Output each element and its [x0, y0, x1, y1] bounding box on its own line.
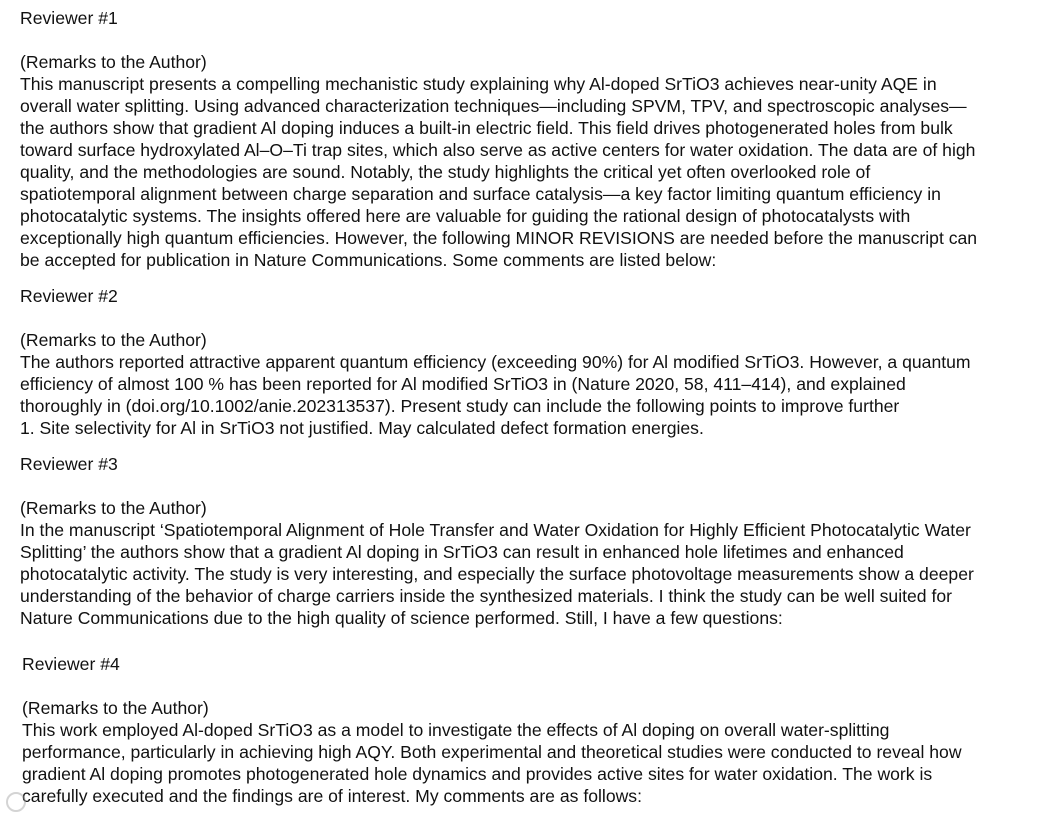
reviewer-1-comment: This manuscript presents a compelling mechanistic study explaining why Al-doped SrTiO3 achieves near-unity AQE in overall water splitting. Using advanced characterization techniques—including SPVM, TPV, and spectroscopic analyses— the authors show that gradient Al doping induces a built-in electric field. This field drives photogenerated holes from bulk toward surface hydroxylated Al–O–Ti trap sites, which also serve as active centers for water oxidation. The data are of high quality, and the methodologies are sound. Notably, the study highlights the critical yet often overlooked role of spatiotemporal alignment between charge separation and surface catalysis—a key factor limiting quantum efficiency in photocatalytic systems. The insights offered here are valuable for guiding the rational design of photocatalysts with exceptionally high quantum efficiencies. However, the following MINOR REVISIONS are needed before the manuscript can be accepted for publication in Nature Communications. Some comments are listed below: [20, 74, 978, 270]
reviewer-2-comment: The authors reported attractive apparent quantum efficiency (exceeding 90%) for Al modified SrTiO3. However, a quantum efficiency of almost 100 % has been reported for Al modified SrTiO3 in (Nature 2020, 58, 411–414), and explained thoroughly in (doi.org/10.1002/anie.202313537). Present study can include the following points to improve further 1. Site selectivity for Al in SrTiO3 not justified. May calculated defect formation energies. [20, 352, 971, 438]
reviewer-2-remarks-label: (Remarks to the Author) [20, 330, 207, 350]
reviewer-3-comment: In the manuscript ‘Spatiotemporal Alignment of Hole Transfer and Water Oxidation for Highly Efficient Photocatalytic Water Splitting’ the authors show that a gradient Al doping in SrTiO3 can result in enhanced hole lifetimes and enhanced photocatalytic activity. The study is very interesting, and especially the surface photovoltage measurements show a deeper understanding of the behavior of charge carriers inside the synthesized materials. I think the study can be well suited for Nature Communications due to the high quality of science performed. Still, I have a few questions: [20, 520, 974, 628]
reviewer-3-heading: Reviewer #3 [20, 454, 118, 474]
reviewer-4-heading: Reviewer #4 [22, 654, 120, 674]
reviewer-2-section [20, 285, 971, 439]
watermark-logo [6, 790, 32, 812]
reviewer-3-section [20, 453, 974, 629]
reviewer-3-remarks-label: (Remarks to the Author) [20, 498, 207, 518]
reviewer-4-comment: This work employed Al-doped SrTiO3 as a model to investigate the effects of Al doping on overall water-splitting performance, particularly in achieving high AQY. Both experimental and theoretical studies were conducted to reveal how gradient Al doping promotes photogenerated hole dynamics and provides active sites for water oxidation. The work is carefully executed and the findings are of interest. My comments are as follows: [22, 720, 962, 806]
reviewer-4-section [22, 653, 962, 807]
reviewer-4-remarks-label: (Remarks to the Author) [22, 698, 209, 718]
watermark-icon [6, 792, 26, 812]
reviewer-1-section [20, 7, 977, 271]
reviewer-1-remarks-label: (Remarks to the Author) [20, 52, 207, 72]
reviewer-2-heading: Reviewer #2 [20, 286, 118, 306]
reviewer-1-heading: Reviewer #1 [20, 8, 118, 28]
